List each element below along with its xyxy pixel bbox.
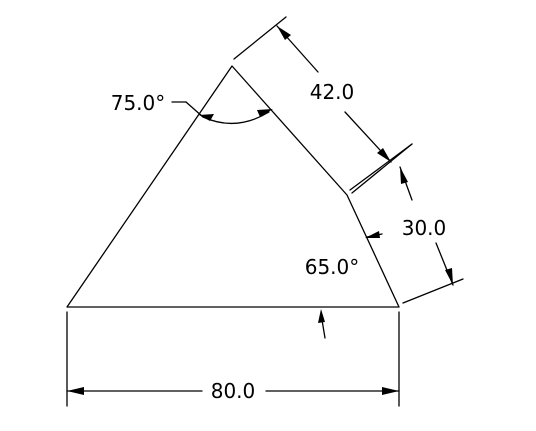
arrowhead-80-left bbox=[67, 387, 84, 395]
angle-label-75: 75.0° bbox=[110, 91, 166, 115]
leader-line-75-to-arc bbox=[186, 102, 203, 117]
arrowhead-30-bottom bbox=[445, 268, 453, 285]
extension-line-30-bottom bbox=[403, 279, 463, 303]
arrowhead-65-base bbox=[318, 309, 325, 323]
arrowhead-apex-right bbox=[257, 109, 273, 117]
arrowhead-80-right bbox=[382, 387, 399, 395]
arrowhead-42-bottom bbox=[377, 148, 391, 162]
arrowhead-65-edge bbox=[365, 231, 380, 238]
leader-line-65-bottom bbox=[322, 320, 325, 338]
dimension-label-30: 30.0 bbox=[401, 216, 447, 240]
arrowhead-42-top bbox=[277, 26, 291, 40]
dimension-label-42: 42.0 bbox=[309, 80, 355, 104]
arrowhead-30-top bbox=[400, 167, 408, 184]
extension-line-42-top bbox=[234, 17, 286, 59]
dimension-label-80: 80.0 bbox=[210, 379, 256, 403]
angle-label-65: 65.0° bbox=[304, 255, 360, 279]
